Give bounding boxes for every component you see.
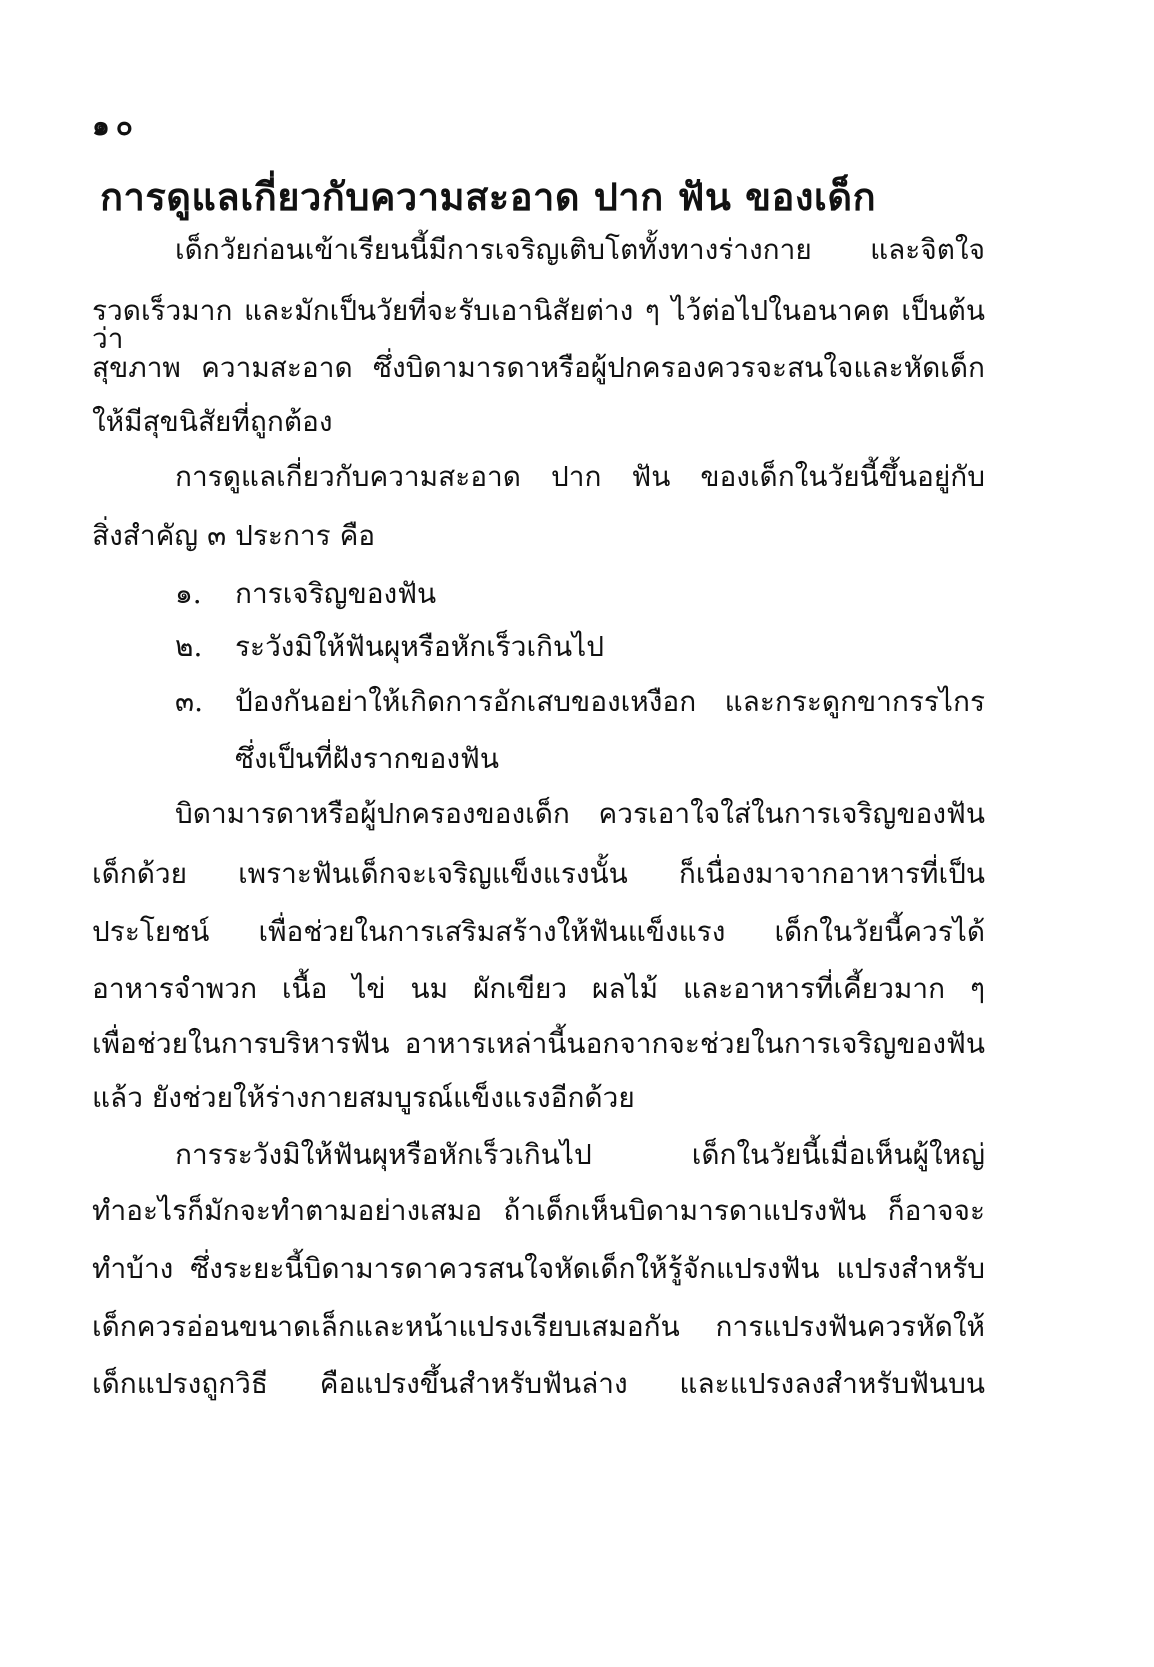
paragraph-4-line-4: เด็กควรอ่อนขนาดเล็กและหน้าแปรงเรียบเสมอกัน การแปรงฟันควรหัดให้ (92, 1310, 985, 1343)
paragraph-1-line-3: สุขภาพ ความสะอาด ซึ่งบิดามารดาหรือผู้ปกครองควรจะสนใจและหัดเด็ก (92, 351, 985, 384)
paragraph-3-line-4: อาหารจำพวก เนื้อ ไข่ นม ผักเขียว ผลไม้ และอาหารที่เคี้ยวมาก ๆ (92, 972, 985, 1005)
paragraph-1-line-1: เด็กวัยก่อนเข้าเรียนนี้มีการเจริญเติบโตทั้งทางร่างกาย และจิตใจ (175, 233, 985, 266)
list-item-3-text-continued: ซึ่งเป็นที่ฝังรากของฟัน (235, 742, 500, 775)
paragraph-1-line-2: รวดเร็วมาก และมักเป็นวัยที่จะรับเอานิสัยต่าง ๆ ไว้ต่อไปในอนาคต เป็นต้นว่า (92, 294, 985, 355)
paragraph-2-line-1: การดูแลเกี่ยวกับความสะอาด ปาก ฟัน ของเด็กในวัยนี้ขึ้นอยู่กับ (175, 460, 985, 493)
list-item-3-number: ๓. (175, 685, 204, 718)
list-item-2-number: ๒. (175, 630, 203, 663)
paragraph-4-line-5: เด็กแปรงถูกวิธี คือแปรงขึ้นสำหรับฟันล่าง และแปรงลงสำหรับฟันบน (92, 1367, 985, 1400)
list-item-3-text: ป้องกันอย่าให้เกิดการอักเสบของเหงือก และกระดูกขากรรไกร (235, 685, 985, 718)
paragraph-2-line-2: สิ่งสำคัญ ๓ ประการ คือ (92, 519, 376, 552)
paragraph-3-line-3: ประโยชน์ เพื่อช่วยในการเสริมสร้างให้ฟันแข็งแรง เด็กในวัยนี้ควรได้ (92, 915, 985, 948)
paragraph-4-line-3: ทำบ้าง ซึ่งระยะนี้บิดามารดาควรสนใจหัดเด็กให้รู้จักแปรงฟัน แปรงสำหรับ (92, 1252, 985, 1285)
list-item-1-number: ๑. (175, 577, 202, 610)
paragraph-3-line-5: เพื่อช่วยในการบริหารฟัน อาหารเหล่านี้นอกจากจะช่วยในการเจริญของฟัน (92, 1027, 985, 1060)
page-title: การดูแลเกี่ยวกับความสะอาด ปาก ฟัน ของเด็ก (100, 175, 877, 219)
paragraph-3-line-2: เด็กด้วย เพราะฟันเด็กจะเจริญแข็งแรงนั้น ก็เนื่องมาจากอาหารที่เป็น (92, 857, 985, 890)
list-item-1-text: การเจริญของฟัน (235, 577, 437, 610)
paragraph-4-line-1: การระวังมิให้ฟันผุหรือหักเร็วเกินไป เด็กในวัยนี้เมื่อเห็นผู้ใหญ่ (175, 1138, 985, 1171)
paragraph-3-line-6: แล้ว ยังช่วยให้ร่างกายสมบูรณ์แข็งแรงอีกด้วย (92, 1081, 635, 1114)
paragraph-1-line-4: ให้มีสุขนิสัยที่ถูกต้อง (92, 405, 333, 438)
paragraph-4-line-2: ทำอะไรก็มักจะทำตามอย่างเสมอ ถ้าเด็กเห็นบิดามารดาแปรงฟัน ก็อาจจะ (92, 1194, 985, 1227)
page-number: ๑๐ (92, 109, 139, 142)
paragraph-3-line-1: บิดามารดาหรือผู้ปกครองของเด็ก ควรเอาใจใส่ในการเจริญของฟัน (175, 797, 985, 830)
list-item-2-text: ระวังมิให้ฟันผุหรือหักเร็วเกินไป (235, 630, 605, 663)
